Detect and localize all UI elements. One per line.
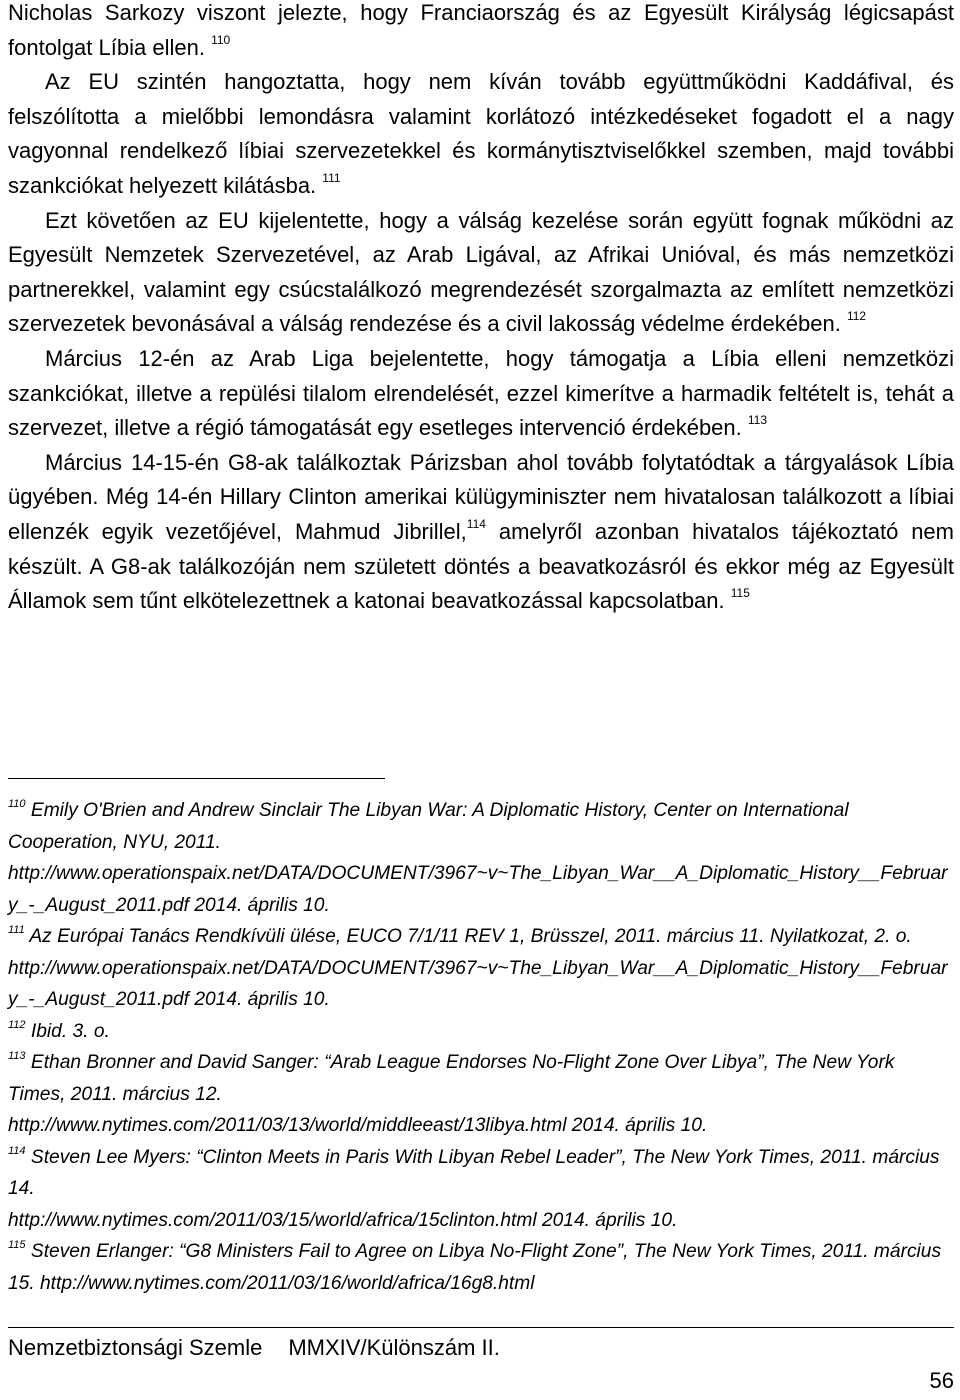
main-text — [8, 0, 954, 619]
paragraph-2 — [8, 65, 954, 203]
footnote-text: Ethan Bronner and David Sanger: “Arab League Endorses No-Flight Zone Over Libya”, The New York Times, 2011. március 12. — [8, 1052, 895, 1105]
footnote-113 — [8, 1047, 954, 1142]
paragraph-1-text: Nicholas Sarkozy viszont jelezte, hogy Franciaország és az Egyesült Királyság légicsapást fontolgat Líbia ellen. — [8, 0, 954, 60]
footnote-112 — [8, 1016, 954, 1048]
footnote-ref-110[interactable]: 110 — [211, 32, 231, 47]
page-number: 56 — [929, 1368, 954, 1393]
paragraph-5 — [8, 446, 954, 619]
paragraph-1 — [8, 0, 954, 65]
footnote-text: Steven Lee Myers: “Clinton Meets in Paris With Libyan Rebel Leader”, The New York Times, 2011. március 14. — [8, 1146, 940, 1199]
footnote-text: Steven Erlanger: “G8 Ministers Fail to Agree on Libya No-Flight Zone”, The New York Times, 2011. március 15. http://www.nytimes.com/2011/03/16/world/africa/16g8.html — [8, 1241, 942, 1294]
footnote-text: Emily O'Brien and Andrew Sinclair The Libyan War: A Diplomatic History, Center on International Cooperation, NYU, 2011. — [8, 800, 849, 853]
footnote-number: 110 — [8, 798, 26, 810]
footnote-ref-114[interactable]: 114 — [466, 516, 486, 531]
footnote-url[interactable]: http://www.operationspaix.net/DATA/DOCUMENT/3967~v~The_Libyan_War__A_Diplomatic_History__February_-_August_2011.pdf 2014. április 10. — [8, 863, 948, 916]
footnote-ref-111[interactable]: 111 — [322, 170, 341, 185]
page-footer — [8, 1327, 954, 1365]
issue-label: MMXIV/Különszám II. — [288, 1335, 500, 1360]
footnote-111 — [8, 921, 954, 1016]
footnotes — [8, 795, 954, 1299]
footnote-110 — [8, 795, 954, 921]
footnote-ref-115[interactable]: 115 — [730, 586, 750, 601]
footnote-separator — [8, 778, 385, 779]
footnote-text: Ibid. 3. o. — [30, 1020, 110, 1042]
footnote-115 — [8, 1236, 954, 1299]
footnote-text: Az Európai Tanács Rendkívüli ülése, EUCO 7/1/11 REV 1, Brüsszel, 2011. március 11. Nyilatkozat, 2. o. — [29, 926, 912, 947]
paragraph-5-text-a: Március 14-15-én G8-ak találkoztak Párizsban ahol tovább folytatódtak a tárgyalások Líbia ügyében. Még 14-én Hillary Clinton amerikai külügyminiszter nem hivatalosan találkozott a líbiai ellenzék egyik vezetőjével, Mahmud Jibrillel, — [8, 449, 954, 544]
paragraph-3 — [8, 204, 954, 342]
paragraph-2-text: Az EU szintén hangoztatta, hogy nem kíván tovább együttműködni Kaddáfival, és felszólította a mielőbbi lemondásra valamint korlátozó intézkedéseket fogadott el a nagy vagyonnal rendelkező líbiai szervezetekkel és kormánytisztviselőkkel szemben, majd további szankciókat helyezett kilátásba. — [8, 69, 954, 198]
footnote-number: 114 — [8, 1144, 26, 1157]
paragraph-5-text-b: amelyről azonban hivatalos tájékoztató nem készült. A G8-ak találkozóján nem született döntés a beavatkozásról és ekkor még az Egyesült Államok sem tűnt elkötelezettnek a katonai beavatkozással kapcsolatban. — [8, 518, 954, 614]
footnote-number: 112 — [8, 1018, 26, 1031]
footnote-ref-113[interactable]: 113 — [747, 413, 768, 428]
footnote-number: 113 — [8, 1050, 26, 1062]
footnote-url[interactable]: http://www.nytimes.com/2011/03/13/world/middleeast/13libya.html 2014. április 10. — [8, 1115, 708, 1136]
paragraph-3-text: Ezt követően az EU kijelentette, hogy a válság kezelése során együtt fognak működni az Egyesült Nemzetek Szervezetével, az Arab Ligával, az Afrikai Unióval, és más nemzetközi partnerekkel, valamint egy csúcstalálkozó megrendezését szorgalmazta az említett nemzetközi szervezetek bevonásával a válság rendezése és a civil lakosság védelme érdekében. — [8, 207, 954, 337]
footnote-ref-112[interactable]: 112 — [846, 309, 867, 324]
footnote-number: 111 — [8, 924, 25, 936]
footnote-number: 115 — [8, 1239, 26, 1251]
paragraph-4 — [8, 342, 954, 446]
footnote-url[interactable]: http://www.nytimes.com/2011/03/15/world/africa/15clinton.html 2014. április 10. — [8, 1209, 678, 1231]
footnote-114 — [8, 1142, 954, 1237]
footnote-url[interactable]: http://www.operationspaix.net/DATA/DOCUMENT/3967~v~The_Libyan_War__A_Diplomatic_History__February_-_August_2011.pdf 2014. április 10. — [8, 957, 948, 1010]
journal-title: Nemzetbiztonsági Szemle — [8, 1335, 263, 1360]
paragraph-4-text: Március 12-én az Arab Liga bejelentette, hogy támogatja a Líbia elleni nemzetközi szankciókat, illetve a repülési tilalom elrendelését, ezzel kimerítve a harmadik feltételt is, tehát a szervezet, illetve a régió támogatását egy esetleges intervenció érdekében. — [8, 345, 954, 441]
